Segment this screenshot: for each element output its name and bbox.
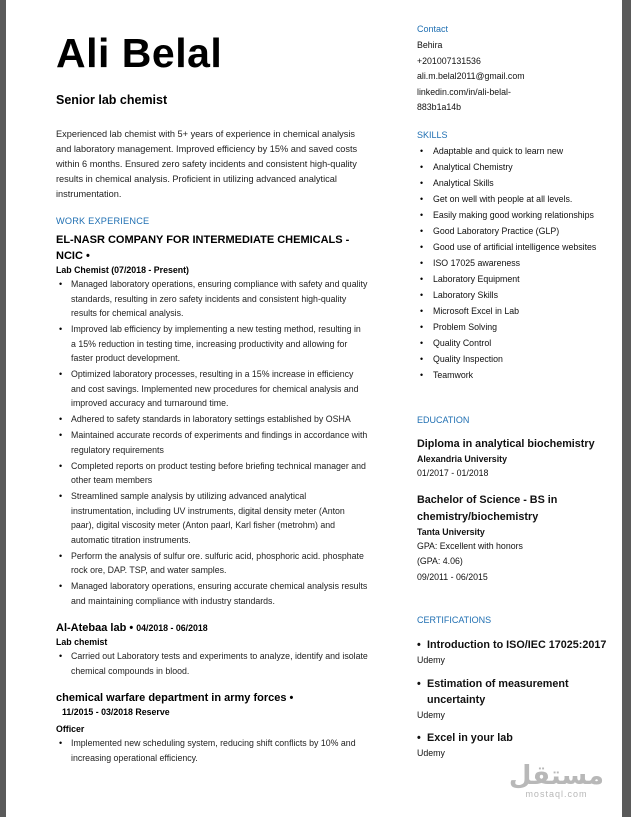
work-experience-heading: WORK EXPERIENCE bbox=[56, 216, 150, 226]
list-item: • Streamlined sample analysis by utilizing advanced analytical instrumentation, including UV instruments, digital density meter (Anton paar), digital viscosity meter (Anton paarl, Karl fisher (metrohm) and automatic titration instruments. bbox=[56, 489, 368, 547]
education-dates: 09/2011 - 06/2015 bbox=[417, 571, 488, 582]
list-item: • Implemented new scheduling system, reducing shift conflicts by 10% and increasing operational efficiency. bbox=[56, 736, 368, 765]
job-dates: 11/2015 - 03/2018 Reserve bbox=[62, 707, 170, 717]
employer-name: EL-NASR COMPANY FOR INTERMEDIATE CHEMICALS - NCIC • bbox=[56, 234, 350, 262]
contact-location: Behira bbox=[417, 40, 443, 50]
skill-item: • Adaptable and quick to learn new bbox=[417, 144, 607, 160]
list-item: • Improved lab efficiency by implementing a new testing method, resulting in a 15% reduction in testing time, increasing productivity and allowing for faster product development. bbox=[56, 322, 368, 366]
certification-issuer: Udemy bbox=[417, 709, 445, 720]
list-item: • Managed laboratory operations, ensuring accurate chemical analysis results and maintaining compliance with industry standards. bbox=[56, 579, 368, 608]
job-role: Lab Chemist (07/2018 - Present) bbox=[56, 265, 189, 275]
education-entry bbox=[417, 492, 607, 586]
education-heading: EDUCATION bbox=[417, 415, 470, 425]
watermark bbox=[509, 763, 604, 799]
job-bullets bbox=[56, 649, 368, 678]
watermark-logo: مستقل bbox=[508, 761, 604, 791]
skill-item: • Good use of artificial intelligence websites bbox=[417, 240, 607, 256]
list-item: • Managed laboratory operations, ensuring compliance with safety and quality standards, resulting in zero safety incidents and consistent high-quality results for chemical analysis. bbox=[56, 277, 368, 321]
certification-entry bbox=[417, 637, 607, 669]
job-entry bbox=[56, 690, 368, 765]
certifications-heading: CERTIFICATIONS bbox=[417, 615, 492, 625]
watermark-text: mostaql.com bbox=[525, 789, 588, 799]
skills-list bbox=[417, 144, 607, 384]
list-item: • Carried out Laboratory tests and experiments to analyze, identify and isolate chemical compounds in blood. bbox=[56, 649, 368, 678]
main-column bbox=[56, 30, 368, 767]
degree-title: Bachelor of Science - BS in chemistry/biochemistry bbox=[417, 493, 558, 523]
contact-block bbox=[417, 38, 607, 116]
skill-item: • Analytical Skills bbox=[417, 176, 607, 192]
sidebar-column bbox=[417, 24, 607, 762]
list-item: • Completed reports on product testing before briefing technical manager and other team members bbox=[56, 459, 368, 488]
summary: Experienced lab chemist with 5+ years of experience in chemical analysis and laboratory management. Improved efficiency by 15% and saved costs within 6 months. Ensured zero safety incidents and consistent high-quality results in chemical analysis. Proficient in utilizing advanced analytical instrumentation. bbox=[56, 129, 358, 199]
list-item: • Adhered to safety standards in laboratory settings established by OSHA bbox=[56, 412, 368, 427]
employer-line bbox=[56, 620, 368, 636]
employer-name: Al-Atebaa lab • bbox=[56, 622, 134, 634]
contact-heading: Contact bbox=[417, 24, 449, 34]
skill-item: • Easily making good working relationships bbox=[417, 208, 607, 224]
skill-item: • Analytical Chemistry bbox=[417, 160, 607, 176]
education-dates: 01/2017 - 01/2018 bbox=[417, 468, 489, 478]
list-item: • Maintained accurate records of experiments and findings in accordance with regulatory requirements bbox=[56, 428, 368, 457]
skill-item: • Good Laboratory Practice (GLP) bbox=[417, 224, 607, 240]
certification-entry bbox=[417, 730, 607, 762]
job-bullets bbox=[56, 736, 368, 765]
job-role: Lab chemist bbox=[56, 637, 108, 647]
certification-title: • Excel in your lab bbox=[417, 730, 607, 746]
certification-title: • Estimation of measurement uncertainty bbox=[417, 676, 607, 708]
skill-item: • Teamwork bbox=[417, 368, 607, 384]
job-entry bbox=[56, 620, 368, 678]
contact-linkedin[interactable]: linkedin.com/in/ali-belal- bbox=[417, 86, 511, 97]
employer-name: chemical warfare department in army forces • bbox=[56, 692, 294, 704]
job-entry bbox=[56, 232, 368, 608]
certification-entry bbox=[417, 676, 607, 724]
skill-item: • Laboratory Equipment bbox=[417, 272, 607, 288]
certification-title: • Introduction to ISO/IEC 17025:2017 bbox=[417, 637, 607, 653]
job-dates: 04/2018 - 06/2018 bbox=[136, 623, 208, 633]
certification-issuer: Udemy bbox=[417, 748, 445, 758]
education-gpa-value: (GPA: 4.06) bbox=[417, 556, 463, 566]
contact-linkedin-cont[interactable]: 883b1a14b bbox=[417, 102, 462, 112]
degree-title: Diploma in analytical biochemistry bbox=[417, 438, 595, 450]
skill-item: • Laboratory Skills bbox=[417, 288, 607, 304]
skill-item: • Problem Solving bbox=[417, 320, 607, 336]
certification-issuer: Udemy bbox=[417, 655, 445, 665]
school-name: Alexandria University bbox=[417, 454, 507, 464]
school-name: Tanta University bbox=[417, 526, 485, 537]
job-role: Officer bbox=[56, 724, 85, 734]
skill-item: • Quality Inspection bbox=[417, 352, 607, 368]
list-item: • Perform the analysis of sulfur ore. sulfuric acid, phosphoric acid. phosphate rock ore, DAP. TSP, and water samples. bbox=[56, 549, 368, 578]
skill-item: • ISO 17025 awareness bbox=[417, 256, 607, 272]
job-title: Senior lab chemist bbox=[56, 93, 168, 107]
candidate-name: Ali Belal bbox=[56, 30, 223, 76]
skill-item: • Get on well with people at all levels. bbox=[417, 192, 607, 208]
list-item: • Optimized laboratory processes, resulting in a 15% increase in efficiency and cost savings. Implemented new procedures for chemical analysis and improved accuracy and turnaround time. bbox=[56, 367, 368, 411]
contact-phone: +201007131536 bbox=[417, 55, 481, 66]
skills-heading: SKILLS bbox=[417, 129, 448, 140]
skill-item: • Quality Control bbox=[417, 336, 607, 352]
contact-email[interactable]: ali.m.belal2011@gmail.com bbox=[417, 71, 525, 81]
resume-page bbox=[6, 0, 622, 817]
skill-item: • Microsoft Excel in Lab bbox=[417, 304, 607, 320]
education-gpa: GPA: Excellent with honors bbox=[417, 540, 523, 551]
education-entry bbox=[417, 436, 607, 482]
job-bullets bbox=[56, 277, 368, 608]
